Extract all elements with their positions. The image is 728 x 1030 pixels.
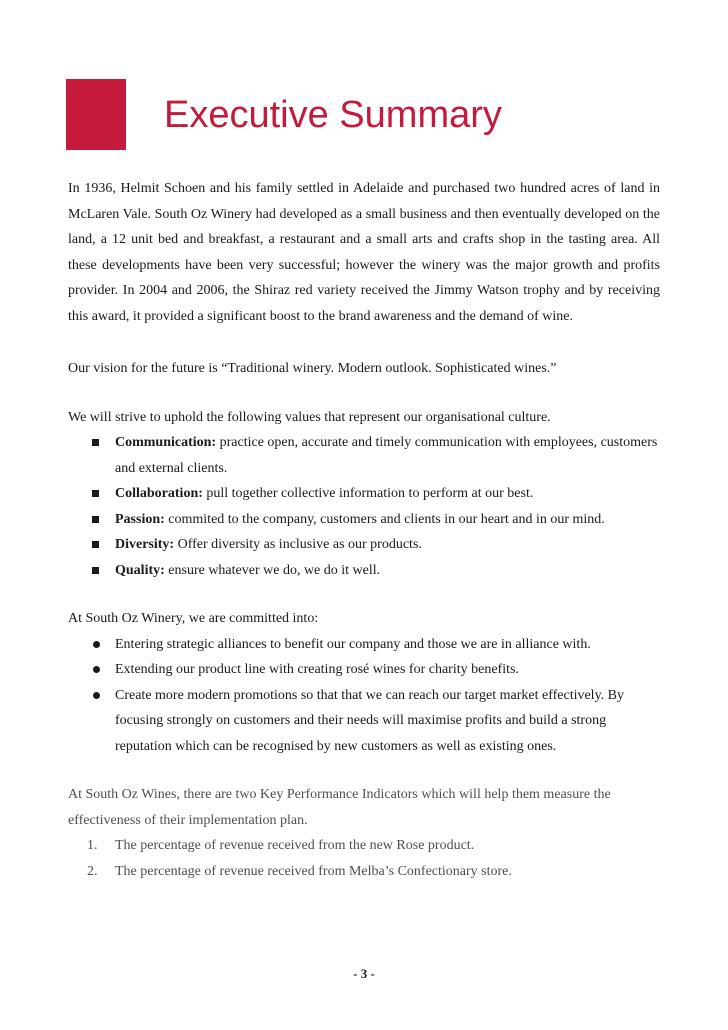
- value-term: Communication:: [115, 435, 217, 450]
- commitment-text: Extending our product line with creating rosé wines for charity benefits.: [115, 662, 519, 677]
- list-item: [68, 859, 660, 885]
- commitments-intro: At South Oz Winery, we are committed into:: [68, 611, 319, 626]
- kpi-text: The percentage of revenue received from Melba’s Confectionary store.: [115, 863, 512, 879]
- square-bullet-icon: [92, 490, 99, 497]
- list-number: 1.: [87, 838, 98, 853]
- list-item: [68, 833, 660, 859]
- list-item: [68, 507, 660, 533]
- value-text: Offer diversity as inclusive as our products.: [174, 537, 422, 552]
- list-item: [68, 532, 660, 558]
- document-body: [68, 176, 660, 884]
- value-text: ensure whatever we do, we do it well.: [164, 562, 381, 578]
- header-accent-block: [69, 79, 126, 150]
- vision-statement: Our vision for the future is “Traditional winery. Modern outlook. Sophisticated wines.”: [68, 361, 557, 376]
- list-item: [68, 632, 660, 658]
- kpi-text: The percentage of revenue received from the new Rose product.: [115, 838, 475, 853]
- commitment-text: Create more modern promotions so that that we can reach our target market effectively. By focusing strongly on customers and their needs will maximise profits and build a strong reputation which can be recognised by new customers as well as existing ones.: [115, 687, 625, 754]
- round-bullet-icon: [93, 641, 100, 648]
- intro-paragraph: In 1936, Helmit Schoen and his family settled in Adelaide and purchased two hundred acres of land in McLaren Vale. South Oz Winery had developed as a small business and then eventually developed on the land, a 12 unit bed and breakfast, a restaurant and a small arts and crafts shop in the tasting area. All these developments have been very successful; however the winery was the major growth and profits provider. In 2004 and 2006, the Shiraz red variety received the Jimmy Watson trophy and by receiving this award, it provided a significant boost to the brand awareness and the demand of wine.: [68, 181, 660, 324]
- value-text: commited to the company, customers and clients in our heart and in our mind.: [164, 511, 605, 527]
- list-item: [68, 430, 660, 481]
- list-item: [68, 657, 660, 683]
- list-item: [68, 558, 660, 584]
- list-item: [68, 683, 660, 760]
- value-term: Collaboration:: [115, 486, 203, 501]
- page-title: Executive Summary: [164, 94, 502, 136]
- kpi-list: [68, 833, 660, 884]
- square-bullet-icon: [92, 516, 99, 523]
- commitment-text: Entering strategic alliances to benefit our company and those we are in alliance with.: [115, 636, 591, 652]
- page-number: - 3 -: [353, 966, 375, 981]
- values-list: [68, 430, 660, 583]
- round-bullet-icon: [93, 666, 100, 673]
- value-term: Diversity:: [115, 537, 175, 552]
- value-text: pull together collective information to perform at our best.: [202, 486, 534, 501]
- list-number: 2.: [87, 863, 98, 879]
- value-text: practice open, accurate and timely communication with employees, customers and external clients.: [115, 435, 658, 476]
- round-bullet-icon: [93, 692, 100, 699]
- commitments-list: [68, 632, 660, 760]
- square-bullet-icon: [92, 439, 99, 446]
- list-item: [68, 481, 660, 507]
- values-intro: We will strive to uphold the following values that represent our organisational culture.: [68, 409, 551, 425]
- value-term: Quality:: [115, 562, 165, 578]
- kpi-intro: At South Oz Wines, there are two Key Performance Indicators which will help them measure the effectiveness of their implementation plan.: [68, 787, 611, 828]
- square-bullet-icon: [92, 541, 99, 548]
- square-bullet-icon: [92, 567, 99, 574]
- value-term: Passion:: [115, 511, 165, 527]
